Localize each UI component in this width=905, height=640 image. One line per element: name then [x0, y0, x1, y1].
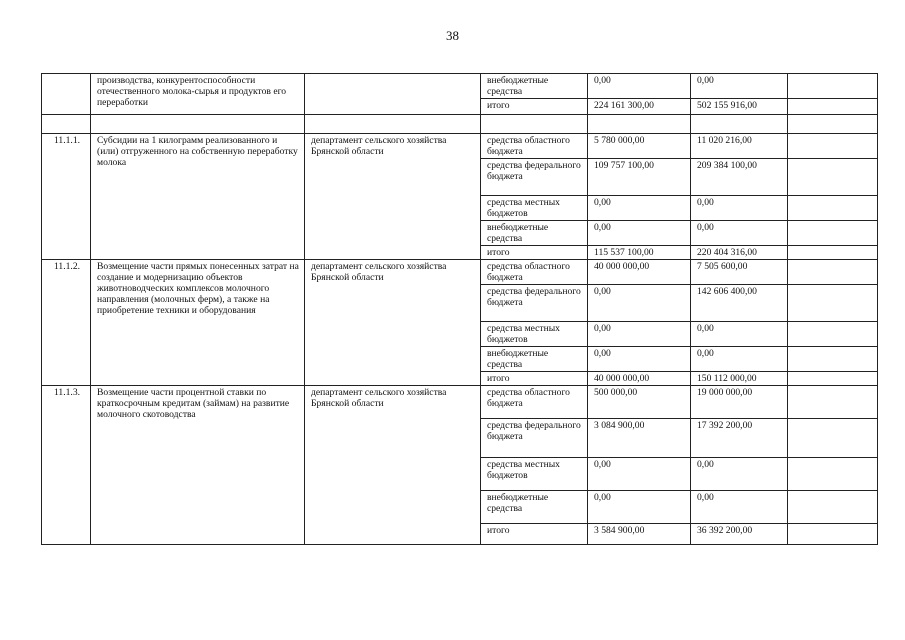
value-cell: 0,00 [588, 347, 691, 372]
empty-cell [788, 419, 878, 458]
measure-name: Возмещение части процентной ставки по краткосрочным кредитам (займам) на развитие молочного скотоводства [91, 386, 305, 545]
executor-cell: департамент сельского хозяйства Брянской области [305, 260, 481, 386]
measure-name: Возмещение части прямых понесенных затрат на создание и модернизацию объектов животноводческих комплексов молочного направления (молочных ферм), а также на приобретение техники и оборудования [91, 260, 305, 386]
measure-name: Субсидии на 1 килограмм реализованного и (или) отгруженного на собственную переработку молока [91, 134, 305, 260]
table-row [42, 260, 878, 285]
value-cell: 0,00 [588, 196, 691, 221]
value-cell: 36 392 200,00 [691, 524, 788, 545]
funding-source: средства федерального бюджета [481, 419, 588, 458]
value-cell: 0,00 [588, 285, 691, 322]
table-row [42, 386, 878, 419]
funding-source: средства местных бюджетов [481, 458, 588, 491]
empty-cell [788, 458, 878, 491]
empty-cell [788, 285, 878, 322]
value-cell: 7 505 600,00 [691, 260, 788, 285]
table-row [42, 134, 878, 159]
value-cell: 0,00 [691, 196, 788, 221]
empty-cell [788, 386, 878, 419]
empty-cell [788, 372, 878, 386]
funding-source: внебюджетные средства [481, 221, 588, 246]
value-cell: 3 584 900,00 [588, 524, 691, 545]
empty-cell [788, 491, 878, 524]
spacer-row [42, 115, 878, 134]
funding-source: внебюджетные средства [481, 347, 588, 372]
funding-source: итого [481, 246, 588, 260]
value-cell: 209 384 100,00 [691, 159, 788, 196]
value-cell: 0,00 [588, 322, 691, 347]
executor-cell [305, 74, 481, 115]
funding-source: внебюджетные средства [481, 491, 588, 524]
code-cell [42, 74, 91, 115]
value-cell: 0,00 [691, 221, 788, 246]
funding-source: средства областного бюджета [481, 260, 588, 285]
value-cell: 0,00 [588, 221, 691, 246]
value-cell: 40 000 000,00 [588, 372, 691, 386]
empty-cell [788, 246, 878, 260]
funding-source: средства местных бюджетов [481, 322, 588, 347]
value-cell: 150 112 000,00 [691, 372, 788, 386]
funding-source: средства областного бюджета [481, 386, 588, 419]
empty-cell [788, 221, 878, 246]
code-cell: 11.1.1. [42, 134, 91, 260]
funding-source: итого [481, 99, 588, 115]
value-cell: 0,00 [691, 322, 788, 347]
value-cell: 3 084 900,00 [588, 419, 691, 458]
empty-cell [788, 74, 878, 99]
empty-cell [788, 196, 878, 221]
empty-cell [788, 260, 878, 285]
empty-cell [788, 347, 878, 372]
funding-source: средства федерального бюджета [481, 159, 588, 196]
funding-source: итого [481, 524, 588, 545]
table-row [42, 74, 878, 99]
measure-name: производства, конкурентоспособности отечественного молока-сырья и продуктов его переработки [91, 74, 305, 115]
code-cell: 11.1.3. [42, 386, 91, 545]
value-cell: 17 392 200,00 [691, 419, 788, 458]
funding-source: средства федерального бюджета [481, 285, 588, 322]
value-cell: 220 404 316,00 [691, 246, 788, 260]
value-cell: 142 606 400,00 [691, 285, 788, 322]
value-cell: 19 000 000,00 [691, 386, 788, 419]
value-cell: 0,00 [691, 491, 788, 524]
value-cell: 109 757 100,00 [588, 159, 691, 196]
empty-cell [788, 322, 878, 347]
empty-cell [788, 99, 878, 115]
empty-cell [788, 524, 878, 545]
value-cell: 11 020 216,00 [691, 134, 788, 159]
value-cell: 500 000,00 [588, 386, 691, 419]
funding-source: средства местных бюджетов [481, 196, 588, 221]
funding-source: средства областного бюджета [481, 134, 588, 159]
value-cell: 0,00 [691, 74, 788, 99]
executor-cell: департамент сельского хозяйства Брянской области [305, 386, 481, 545]
empty-cell [788, 159, 878, 196]
empty-cell [788, 134, 878, 159]
funding-source: итого [481, 372, 588, 386]
executor-cell: департамент сельского хозяйства Брянской области [305, 134, 481, 260]
value-cell: 0,00 [691, 347, 788, 372]
funding-source: внебюджетные средства [481, 74, 588, 99]
value-cell: 0,00 [588, 458, 691, 491]
value-cell: 40 000 000,00 [588, 260, 691, 285]
value-cell: 0,00 [588, 74, 691, 99]
value-cell: 115 537 100,00 [588, 246, 691, 260]
value-cell: 502 155 916,00 [691, 99, 788, 115]
value-cell: 5 780 000,00 [588, 134, 691, 159]
value-cell: 0,00 [691, 458, 788, 491]
code-cell: 11.1.2. [42, 260, 91, 386]
budget-table [41, 73, 878, 545]
value-cell: 0,00 [588, 491, 691, 524]
page-number: 38 [446, 28, 459, 43]
value-cell: 224 161 300,00 [588, 99, 691, 115]
